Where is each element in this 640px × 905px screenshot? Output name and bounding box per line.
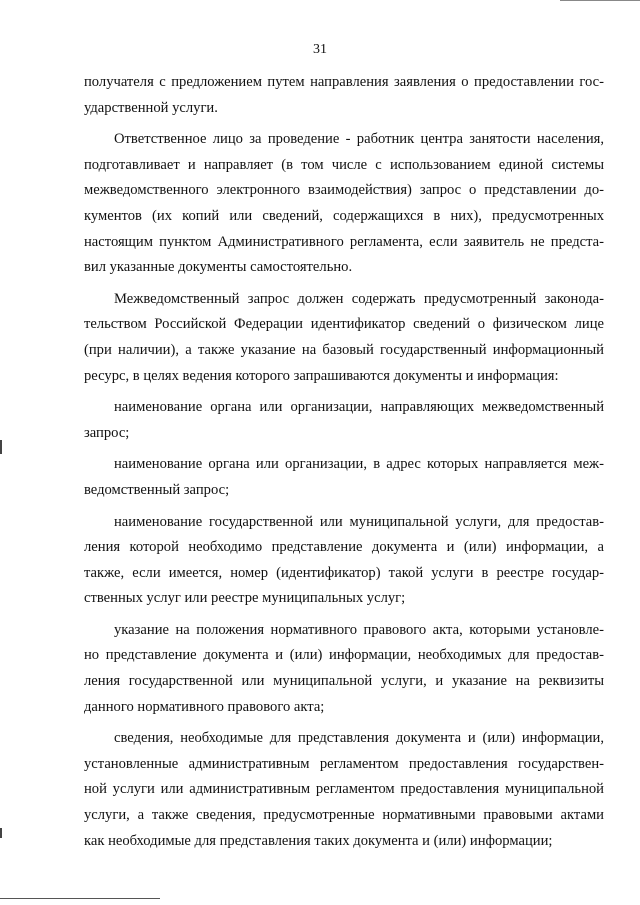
text-line: ресурс, в целях ведения которого запрашиваются документы и информация:	[84, 367, 559, 384]
text-line: установленные административным регламентом предоставления государствен-	[84, 755, 604, 772]
paragraph	[84, 452, 604, 503]
text-line: услуги, а также сведения, предусмотренные нормативными правовыми актами	[84, 807, 604, 824]
text-line: также, если имеется, номер (идентификатор) такой услуги в реестре государ-	[84, 564, 604, 581]
paragraph	[84, 127, 604, 281]
text-line: ления государственной или муниципальной услуги, и указание на реквизиты	[84, 673, 604, 690]
text-line: кументов (их копий или сведений, содержащихся в них), предусмотренных	[84, 207, 604, 224]
text-line: подготавливает и направляет (в том числе с использованием единой системы	[84, 156, 604, 173]
scan-edge-bottom	[0, 898, 160, 899]
text-line: как необходимые для представления таких документа и (или) информации;	[84, 832, 553, 849]
document-body	[84, 70, 604, 854]
page-number: 31	[313, 42, 327, 57]
text-line: Ответственное лицо за проведение - работник центра занятости населения,	[114, 131, 604, 148]
text-line: ной услуги или административным регламентом предоставления муниципальной	[84, 781, 604, 798]
text-line: данного нормативного правового акта;	[84, 698, 325, 715]
scan-edge-top	[560, 0, 640, 1]
text-line: ления которой необходимо представление документа и (или) информации, а	[84, 539, 604, 556]
text-line: наименование государственной или муниципальной услуги, для предостав-	[114, 513, 604, 530]
text-line: настоящим пунктом Административного регламента, если заявитель не предста-	[84, 233, 604, 250]
text-line: указание на положения нормативного правового акта, которыми установле-	[114, 621, 604, 638]
text-line: ударственной услуги.	[84, 99, 218, 116]
text-line: сведения, необходимые для представления документа и (или) информации,	[114, 730, 604, 747]
text-line: ственных услуг или реестре муниципальных услуг;	[84, 590, 406, 607]
text-line: наименование органа или организации, направляющих межведомственный	[114, 399, 604, 416]
paragraph	[84, 395, 604, 446]
scan-edge-left	[0, 828, 2, 838]
text-line: (при наличии), а также указание на базовый государственный информационный	[84, 341, 604, 358]
text-line: получателя с предложением путем направления заявления о предоставлении гос-	[84, 74, 604, 90]
scan-edge-left	[0, 440, 2, 454]
paragraph	[84, 510, 604, 612]
text-line: межведомственного электронного взаимодействия) запрос о представлении до-	[84, 182, 604, 199]
text-line: вил указанные документы самостоятельно.	[84, 259, 353, 276]
text-line: ведомственный запрос;	[84, 481, 230, 498]
paragraph	[84, 287, 604, 389]
paragraph	[84, 726, 604, 854]
text-line: но представление документа и (или) информации, необходимых для предостав-	[84, 647, 604, 664]
text-line: Межведомственный запрос должен содержать предусмотренный законода-	[114, 290, 604, 307]
text-line: наименование органа или организации, в адрес которых направляется меж-	[114, 456, 604, 473]
text-line: запрос;	[84, 424, 130, 441]
text-line: тельством Российской Федерации идентификатор сведений о физическом лице	[84, 316, 604, 333]
paragraph	[84, 618, 604, 720]
paragraph	[84, 70, 604, 121]
